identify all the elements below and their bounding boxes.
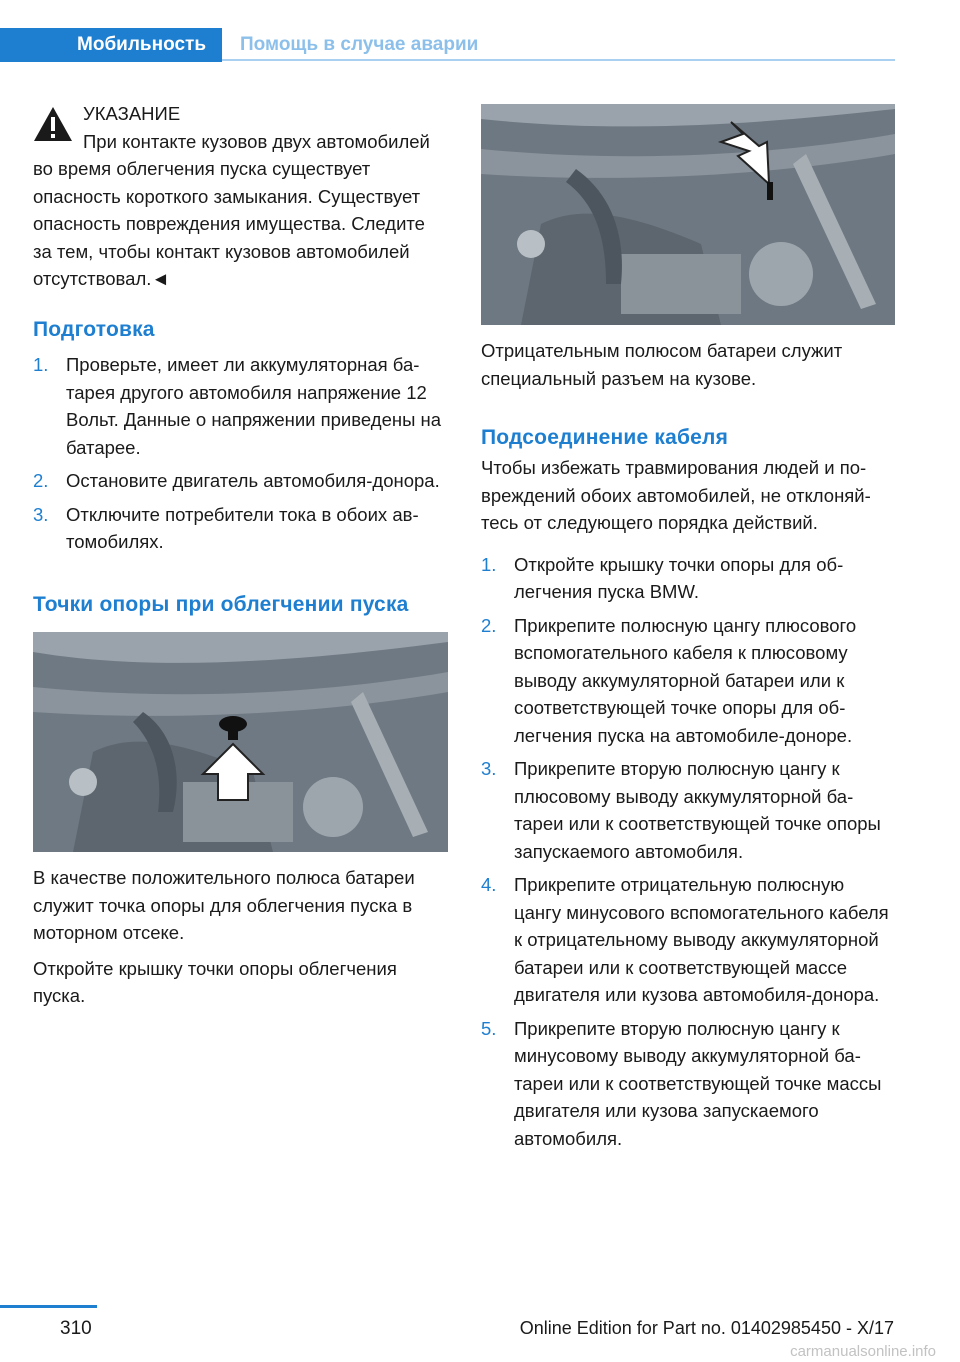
- jump-points-section: [33, 591, 448, 619]
- tab-mobility-label: Мобильность: [77, 34, 206, 55]
- page-number: 310: [60, 1318, 92, 1339]
- jump-points-text: [33, 864, 448, 1010]
- warning-text: При контакте кузовов двух автомобилей во время облегчения пуска существует опасность короткого замыкания. Существует опасность повреждения имущества. Следите за тем, чтобы контакт кузовов автомобилей отсутствовал.◄: [33, 130, 430, 289]
- preparation-heading: Подготовка: [33, 318, 155, 341]
- list-item: 2. Прикрепите полюсную цангу плюсового вспомогательного кабеля к плюсовому выводу аккумуляторной батареи или к соответствующей точке опоры для облегчения пуска на автомобиле-доноре.: [481, 614, 857, 746]
- list-item: 5. Прикрепите вторую полюсную цангу к минусовому выводу аккумуляторной батареи или к соответствующей точке массы двигателя или кузова запускаемого автомобиля.: [481, 1017, 882, 1149]
- tab-emergency-help[interactable]: Помощь в случае аварии: [240, 34, 479, 55]
- list-item: 1. Откройте крышку точки опоры для облегчения пуска BMW.: [481, 553, 844, 602]
- list-item: 4. Прикрепите отрицательную полюсную цангу минусового вспомогательного кабеля к отрицательному выводу аккумуляторной батареи или к соответствующей массе двигателя или кузова автомобиля-донора.: [481, 874, 889, 1005]
- list-item: 2. Остановите двигатель автомобиля-донора.: [33, 470, 440, 491]
- preparation-section: [33, 316, 448, 562]
- watermark[interactable]: carmanualsonline.info: [790, 1343, 936, 1360]
- edition-info: Online Edition for Part no. 01402985450 - X/17: [519, 1318, 894, 1338]
- open-cover-text: Откройте крышку точки опоры облегчения пуска.: [33, 957, 397, 1006]
- engine-photo-negative: [481, 104, 895, 325]
- tab-underline: [222, 59, 895, 61]
- photo-caption-positive: В качестве положительного полюса батареи служит точка опоры для облегчения пуска в моторном отсеке.: [33, 867, 415, 943]
- cable-connection-steps: [481, 551, 895, 1153]
- engine-photo-positive: [33, 632, 448, 852]
- footer-accent-line: [0, 1305, 97, 1308]
- list-item: 1. Проверьте, имеет ли аккумуляторная батарея другого автомобиля напряжение 12 Вольт. Данные о напряжении приведены на батарее.: [33, 354, 442, 458]
- warning-note: [33, 100, 448, 293]
- list-item: 3. Отключите потребители тока в обоих автомобилях.: [33, 503, 419, 552]
- right-photo-caption-block: [481, 337, 895, 392]
- list-item: 3. Прикрепите вторую полюсную цангу к плюсовому выводу аккумуляторной батареи или к соответствующей точке опоры запускаемого автомобиля.: [481, 758, 881, 862]
- warning-title: УКАЗАНИЕ: [83, 103, 181, 124]
- header-tabs: [0, 28, 895, 62]
- preparation-steps: [33, 351, 448, 556]
- tab-mobility[interactable]: [0, 28, 222, 62]
- cable-connection-intro: Чтобы избежать травмирования людей и повреждений обоих автомобилей, не отклоняйтесь от следующего порядка действий.: [481, 457, 871, 533]
- cable-connection-section: [481, 424, 895, 1158]
- warning-triangle-icon: [33, 106, 73, 142]
- photo-caption-negative: Отрицательным полюсом батареи служит специальный разъем на кузове.: [481, 340, 843, 389]
- jump-points-heading: Точки опоры при облегчении пуска: [33, 593, 409, 616]
- cable-connection-heading: Подсоединение кабеля: [481, 426, 729, 449]
